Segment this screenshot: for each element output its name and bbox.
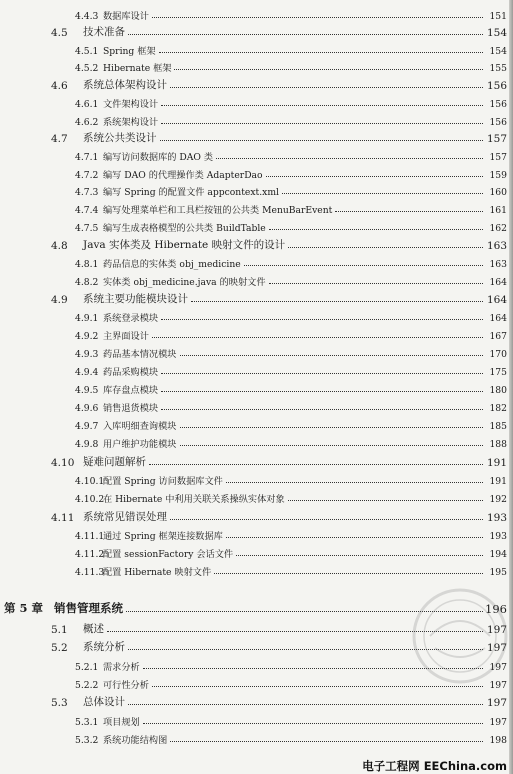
toc-number: 4.7.1 bbox=[75, 152, 99, 163]
toc-page-number: 162 bbox=[489, 223, 507, 234]
toc-page-number: 193 bbox=[489, 531, 507, 542]
toc-number: 4.7.5 bbox=[75, 223, 99, 234]
toc-section-entry bbox=[51, 692, 507, 709]
toc-title: 主界面设计 bbox=[103, 331, 149, 342]
toc-title: 技术准备 bbox=[83, 26, 125, 38]
toc-number: 4.9.2 bbox=[75, 331, 99, 342]
toc-subsection-entry bbox=[75, 93, 507, 110]
dot-leader bbox=[266, 175, 483, 177]
dot-leader bbox=[335, 210, 483, 212]
toc-number: 4.6.2 bbox=[75, 117, 99, 128]
toc-title: 系统总体架构设计 bbox=[83, 79, 167, 91]
dot-leader bbox=[143, 722, 483, 724]
toc-number: 5.1 bbox=[51, 624, 68, 636]
toc-title: 编写生成表格模型的公共类 BuildTable bbox=[103, 223, 266, 234]
toc-title: 项目规划 bbox=[103, 717, 140, 728]
dot-leader bbox=[282, 192, 483, 194]
toc-number: 5.3.1 bbox=[75, 717, 99, 728]
toc-number: 4.6 bbox=[51, 80, 68, 92]
toc-section-entry bbox=[51, 452, 507, 469]
toc-page-number: 191 bbox=[489, 476, 507, 487]
toc-subsection-entry bbox=[75, 217, 507, 234]
toc-subsection-entry bbox=[75, 199, 507, 216]
dot-leader bbox=[244, 264, 483, 266]
dot-leader bbox=[152, 336, 483, 338]
toc-section-entry bbox=[51, 507, 507, 524]
toc-subsection-entry bbox=[75, 343, 507, 360]
toc-number: 4.11.2 bbox=[75, 549, 105, 560]
toc-subsection-entry bbox=[75, 40, 507, 57]
dot-leader bbox=[161, 390, 483, 392]
toc-page-number: 192 bbox=[489, 494, 507, 505]
toc-page-number: 197 bbox=[486, 642, 507, 654]
toc-subsection-entry bbox=[75, 470, 507, 487]
toc-page-number: 196 bbox=[485, 602, 507, 616]
toc-number: 5.3.2 bbox=[75, 735, 99, 746]
toc-page-number: 154 bbox=[489, 46, 507, 57]
toc-number: 4.9.7 bbox=[75, 421, 99, 432]
toc-subsection-entry bbox=[75, 325, 507, 342]
toc-number: 4.11.1 bbox=[75, 531, 105, 542]
toc-section-entry bbox=[51, 22, 507, 39]
dot-leader bbox=[159, 51, 483, 53]
dot-leader bbox=[161, 408, 483, 410]
dot-leader bbox=[161, 104, 483, 106]
toc-subsection-entry bbox=[75, 111, 507, 128]
toc-subsection-entry bbox=[75, 525, 507, 542]
toc-number: 4.9.4 bbox=[75, 367, 99, 378]
dot-leader bbox=[170, 518, 483, 520]
toc-subsection-entry bbox=[75, 729, 507, 746]
dot-leader bbox=[160, 139, 484, 141]
toc-number: 4.5.1 bbox=[75, 46, 99, 57]
dot-leader bbox=[149, 463, 483, 465]
toc-page-number: 164 bbox=[489, 277, 507, 288]
toc-page-number: 159 bbox=[489, 170, 507, 181]
toc-page-number: 156 bbox=[489, 117, 507, 128]
dot-leader bbox=[170, 740, 483, 742]
toc-title: 编写访问数据库的 DAO 类 bbox=[103, 152, 214, 163]
toc-title: 编写 DAO 的代理操作类 AdapterDao bbox=[103, 170, 263, 181]
toc-number: 4.8.2 bbox=[75, 277, 99, 288]
toc-subsection-entry bbox=[75, 433, 507, 450]
toc-title: 药品信息的实体类 obj_medicine bbox=[103, 259, 241, 270]
toc-page-number: 163 bbox=[489, 259, 507, 270]
toc-number: 5.2.1 bbox=[75, 662, 99, 673]
toc-title: 库存盘点模块 bbox=[103, 385, 159, 396]
toc-page-number: 156 bbox=[489, 99, 507, 110]
toc-title: 系统功能结构图 bbox=[103, 735, 168, 746]
toc-title: 入库明细查询模块 bbox=[103, 421, 177, 432]
toc-title: Java 实体类及 Hibernate 映射文件的设计 bbox=[83, 239, 286, 251]
toc-title: 编写处理菜单栏和工具栏按钮的公共类 MenuBarEvent bbox=[103, 205, 333, 216]
toc-title: 概述 bbox=[83, 623, 104, 635]
toc-number: 4.10 bbox=[51, 457, 75, 469]
dot-leader bbox=[170, 86, 483, 88]
dot-leader bbox=[180, 426, 484, 428]
toc-section-entry bbox=[51, 75, 507, 92]
toc-page-number: 155 bbox=[489, 63, 507, 74]
toc-page-number: 161 bbox=[489, 205, 507, 216]
toc-page-number: 194 bbox=[489, 549, 507, 560]
toc-page-number: 197 bbox=[486, 697, 507, 709]
toc-page-number: 170 bbox=[489, 349, 507, 360]
toc-title: 可行性分析 bbox=[103, 680, 149, 691]
toc-number: 4.5 bbox=[51, 27, 68, 39]
dot-leader bbox=[174, 68, 483, 70]
toc-title: 系统登录模块 bbox=[103, 313, 159, 324]
toc-number: 4.10.1 bbox=[75, 476, 105, 487]
dot-leader bbox=[152, 16, 483, 18]
toc-title: 编写 Spring 的配置文件 appcontext.xml bbox=[103, 187, 279, 198]
toc-title: 需求分析 bbox=[103, 662, 140, 673]
toc-number: 4.7.3 bbox=[75, 187, 99, 198]
dot-leader bbox=[214, 572, 483, 574]
toc-page-number: 175 bbox=[489, 367, 507, 378]
toc-page-number: 195 bbox=[489, 567, 507, 578]
toc-page-number: 188 bbox=[489, 439, 507, 450]
dot-leader bbox=[128, 33, 483, 35]
toc-number: 5.3 bbox=[51, 697, 68, 709]
dot-leader bbox=[191, 300, 483, 302]
toc-number: 4.9.5 bbox=[75, 385, 99, 396]
toc-title: 实体类 obj_medicine.java 的映射文件 bbox=[103, 277, 266, 288]
toc-page-number: 180 bbox=[489, 385, 507, 396]
dot-leader bbox=[288, 246, 483, 248]
dot-leader bbox=[161, 122, 483, 124]
toc-page-number: 167 bbox=[489, 331, 507, 342]
toc-page-number: 164 bbox=[486, 294, 507, 306]
toc-number: 4.9.3 bbox=[75, 349, 99, 360]
toc-number: 4.11 bbox=[51, 512, 75, 524]
dot-leader bbox=[269, 282, 483, 284]
toc-subsection-entry bbox=[75, 561, 507, 578]
toc-title: 配置 Spring 访问数据库文件 bbox=[103, 476, 223, 487]
toc-title: 通过 Spring 框架连接数据库 bbox=[103, 531, 223, 542]
toc-page-number: 160 bbox=[489, 187, 507, 198]
toc-number: 4.4.3 bbox=[75, 11, 99, 22]
dot-leader bbox=[161, 372, 483, 374]
page-edge bbox=[509, 0, 513, 774]
toc-number: 第 5 章 bbox=[4, 601, 44, 615]
toc-title: 药品基本情况模块 bbox=[103, 349, 177, 360]
toc-section-entry bbox=[51, 235, 507, 252]
toc-subsection-entry bbox=[75, 488, 507, 505]
dot-leader bbox=[226, 536, 483, 538]
dot-leader bbox=[180, 354, 484, 356]
toc-subsection-entry bbox=[75, 57, 507, 74]
toc-title: 文件架构设计 bbox=[103, 99, 159, 110]
toc-subsection-entry bbox=[75, 253, 507, 270]
toc-subsection-entry bbox=[75, 146, 507, 163]
toc-subsection-entry bbox=[75, 379, 507, 396]
toc-number: 4.10.2 bbox=[75, 494, 105, 505]
toc-number: 4.9.1 bbox=[75, 313, 99, 324]
toc-page-number: 163 bbox=[486, 240, 507, 252]
toc-subsection-entry bbox=[75, 415, 507, 432]
toc-title: 系统公共类设计 bbox=[83, 132, 157, 144]
toc-title: 疑难问题解析 bbox=[83, 456, 146, 468]
toc-title: 系统架构设计 bbox=[103, 117, 159, 128]
toc-subsection-entry bbox=[75, 181, 507, 198]
dot-leader bbox=[216, 157, 483, 159]
toc-page-number: 197 bbox=[489, 717, 507, 728]
toc-number: 4.11.3 bbox=[75, 567, 105, 578]
toc-page-number: 151 bbox=[489, 11, 507, 22]
toc-number: 5.2 bbox=[51, 642, 68, 654]
toc-page-number: 198 bbox=[489, 735, 507, 746]
toc-title: 系统主要功能模块设计 bbox=[83, 293, 188, 305]
dot-leader bbox=[180, 444, 484, 446]
toc-number: 4.7 bbox=[51, 133, 68, 145]
toc-title: 销售管理系统 bbox=[54, 601, 123, 615]
stamp-seal-icon bbox=[410, 586, 510, 686]
toc-title: 数据库设计 bbox=[103, 11, 149, 22]
toc-title: 用户维护功能模块 bbox=[103, 439, 177, 450]
toc-number: 4.6.1 bbox=[75, 99, 99, 110]
toc-page-number: 157 bbox=[489, 152, 507, 163]
toc-number: 4.9 bbox=[51, 294, 68, 306]
toc-subsection-entry bbox=[75, 543, 507, 560]
toc-subsection-entry bbox=[75, 397, 507, 414]
toc-page-number: 191 bbox=[486, 457, 507, 469]
toc-subsection-entry bbox=[75, 164, 507, 181]
toc-page-number: 197 bbox=[489, 680, 507, 691]
dot-leader bbox=[288, 499, 483, 501]
toc-page-number: 193 bbox=[486, 512, 507, 524]
toc-title: Hibernate 框架 bbox=[103, 63, 172, 74]
toc-title: Spring 框架 bbox=[103, 46, 156, 57]
toc-number: 4.7.4 bbox=[75, 205, 99, 216]
dot-leader bbox=[269, 228, 483, 230]
toc-number: 4.9.6 bbox=[75, 403, 99, 414]
toc-subsection-entry bbox=[75, 711, 507, 728]
toc-title: 系统分析 bbox=[83, 641, 125, 653]
toc-page-number: 156 bbox=[486, 80, 507, 92]
toc-page-number: 182 bbox=[489, 403, 507, 414]
toc-title: 配置 Hibernate 映射文件 bbox=[103, 567, 212, 578]
toc-number: 4.8 bbox=[51, 240, 68, 252]
toc-page-number: 154 bbox=[486, 27, 507, 39]
toc-number: 4.8.1 bbox=[75, 259, 99, 270]
toc-number: 5.2.2 bbox=[75, 680, 99, 691]
toc-number: 4.9.8 bbox=[75, 439, 99, 450]
toc-title: 配置 sessionFactory 会话文件 bbox=[103, 549, 234, 560]
toc-page-number: 197 bbox=[489, 662, 507, 673]
toc-title: 在 Hibernate 中利用关联关系操纵实体对象 bbox=[103, 494, 285, 505]
toc-title: 系统常见错误处理 bbox=[83, 511, 167, 523]
dot-leader bbox=[128, 703, 483, 705]
toc-page-number: 185 bbox=[489, 421, 507, 432]
toc-subsection-entry bbox=[75, 307, 507, 324]
toc-page-number: 197 bbox=[486, 624, 507, 636]
toc-title: 总体设计 bbox=[83, 696, 125, 708]
toc-number: 4.5.2 bbox=[75, 63, 99, 74]
toc-title: 药品采购模块 bbox=[103, 367, 159, 378]
toc-section-entry bbox=[51, 289, 507, 306]
toc-subsection-entry bbox=[75, 271, 507, 288]
toc-page-number: 164 bbox=[489, 313, 507, 324]
toc-subsection-entry bbox=[75, 361, 507, 378]
dot-leader bbox=[236, 554, 483, 556]
toc-title: 销售退货模块 bbox=[103, 403, 159, 414]
watermark: 电子工程网 EEChina.com bbox=[362, 759, 507, 773]
dot-leader bbox=[226, 481, 483, 483]
toc-section-entry bbox=[51, 128, 507, 145]
toc-subsection-entry bbox=[75, 5, 507, 22]
dot-leader bbox=[161, 318, 483, 320]
toc-page-number: 157 bbox=[486, 133, 507, 145]
toc-number: 4.7.2 bbox=[75, 170, 99, 181]
